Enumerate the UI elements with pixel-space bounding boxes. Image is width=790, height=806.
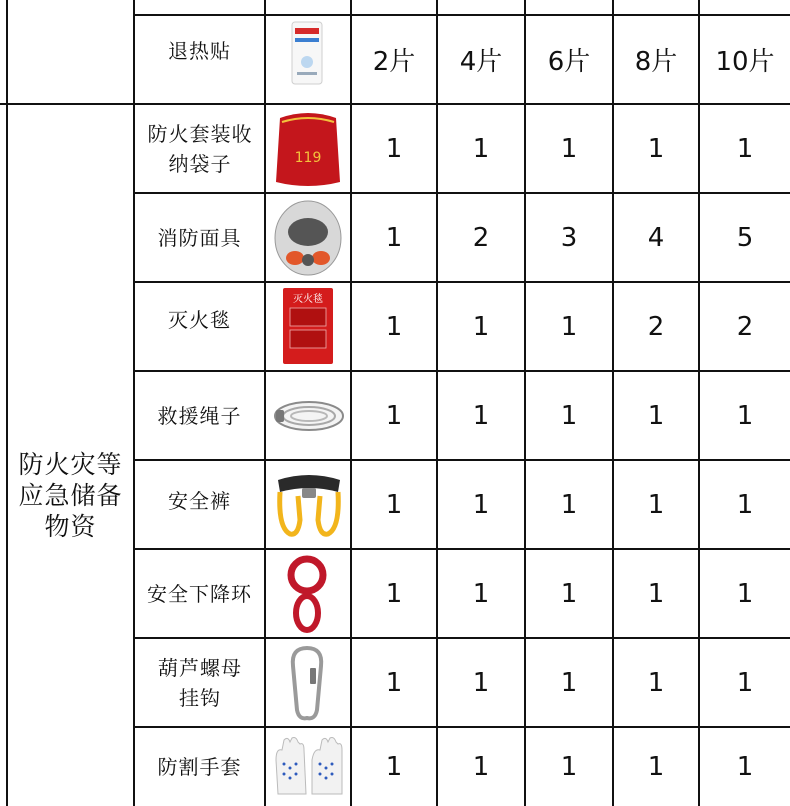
- item-name: 退热贴: [168, 39, 231, 63]
- safety-harness-icon: [272, 468, 346, 542]
- quantity-cell: 1: [560, 667, 578, 698]
- quantity-cell: 1: [472, 578, 490, 609]
- quantity-cell: 1: [560, 133, 578, 164]
- item-name: 防割手套: [157, 755, 242, 779]
- quantity-cell: 1: [385, 222, 403, 253]
- quantity-cell: 1: [385, 667, 403, 698]
- quantity-cell: 1: [472, 133, 490, 164]
- quantity-cell: 1: [560, 489, 578, 520]
- quantity-cell: 1: [385, 311, 403, 342]
- quantity-cell: 2: [736, 311, 754, 342]
- quantity-cell: 1: [560, 578, 578, 609]
- quantity-cell: 1: [385, 133, 403, 164]
- item-name: 安全下降环: [147, 581, 252, 606]
- cooling-patch-icon: [280, 20, 335, 88]
- quantity-cell: 1: [647, 578, 665, 609]
- quantity-cell: 1: [736, 489, 754, 520]
- quantity-cell: 1: [647, 667, 665, 698]
- quantity-cell: 1: [736, 667, 754, 698]
- quantity-cell: 1: [472, 489, 490, 520]
- item-name: 葫芦螺母挂钩: [158, 655, 242, 710]
- descender-ring-icon: [285, 553, 329, 635]
- svg-text:119: 119: [294, 150, 322, 166]
- quantity-cell: 10片: [715, 47, 775, 77]
- quantity-cell: 1: [385, 489, 403, 520]
- quantity-cell: 8片: [634, 47, 678, 77]
- cut-resistant-gloves-icon: [272, 734, 346, 798]
- quantity-cell: 1: [647, 489, 665, 520]
- quantity-cell: 5: [736, 222, 754, 253]
- quantity-cell: 1: [385, 578, 403, 609]
- quantity-cell: 1: [560, 311, 578, 342]
- storage-bag-icon: [270, 110, 346, 190]
- category-label: 防火灾等应急储备物资: [18, 449, 123, 541]
- grid-line: [6, 0, 8, 806]
- item-name: 安全裤: [168, 489, 231, 513]
- svg-text:灭火毯: 灭火毯: [293, 294, 323, 305]
- quantity-cell: 1: [472, 752, 490, 782]
- quantity-cell: 4: [647, 222, 665, 253]
- quantity-cell: 1: [647, 400, 665, 431]
- item-name: 消防面具: [157, 225, 242, 250]
- quantity-cell: 1: [736, 752, 754, 782]
- item-name: 救援绳子: [157, 403, 242, 428]
- quantity-cell: 1: [385, 752, 403, 782]
- quantity-cell: 2: [472, 222, 490, 253]
- quantity-cell: 3: [560, 222, 578, 253]
- quantity-cell: 2: [647, 311, 665, 342]
- quantity-cell: 1: [560, 400, 578, 431]
- quantity-cell: 1: [472, 400, 490, 431]
- quantity-cell: 1: [736, 400, 754, 431]
- grid-line: [264, 0, 266, 806]
- quantity-cell: 4片: [459, 47, 503, 77]
- item-name: 防火套装收纳袋子: [147, 121, 253, 176]
- quantity-cell: 1: [736, 133, 754, 164]
- quantity-cell: 1: [560, 752, 578, 782]
- fire-blanket-icon: [280, 286, 336, 366]
- quantity-cell: 1: [736, 578, 754, 609]
- item-name: 灭火毯: [168, 308, 231, 332]
- quantity-cell: 1: [472, 667, 490, 698]
- quantity-cell: 1: [647, 133, 665, 164]
- quantity-cell: 1: [472, 311, 490, 342]
- carabiner-icon: [287, 644, 327, 722]
- rescue-rope-icon: [270, 396, 348, 436]
- quantity-cell: 6片: [547, 47, 591, 77]
- quantity-cell: 1: [647, 752, 665, 782]
- quantity-cell: 1: [385, 400, 403, 431]
- fire-mask-icon: [271, 198, 345, 278]
- quantity-cell: 2片: [372, 47, 416, 77]
